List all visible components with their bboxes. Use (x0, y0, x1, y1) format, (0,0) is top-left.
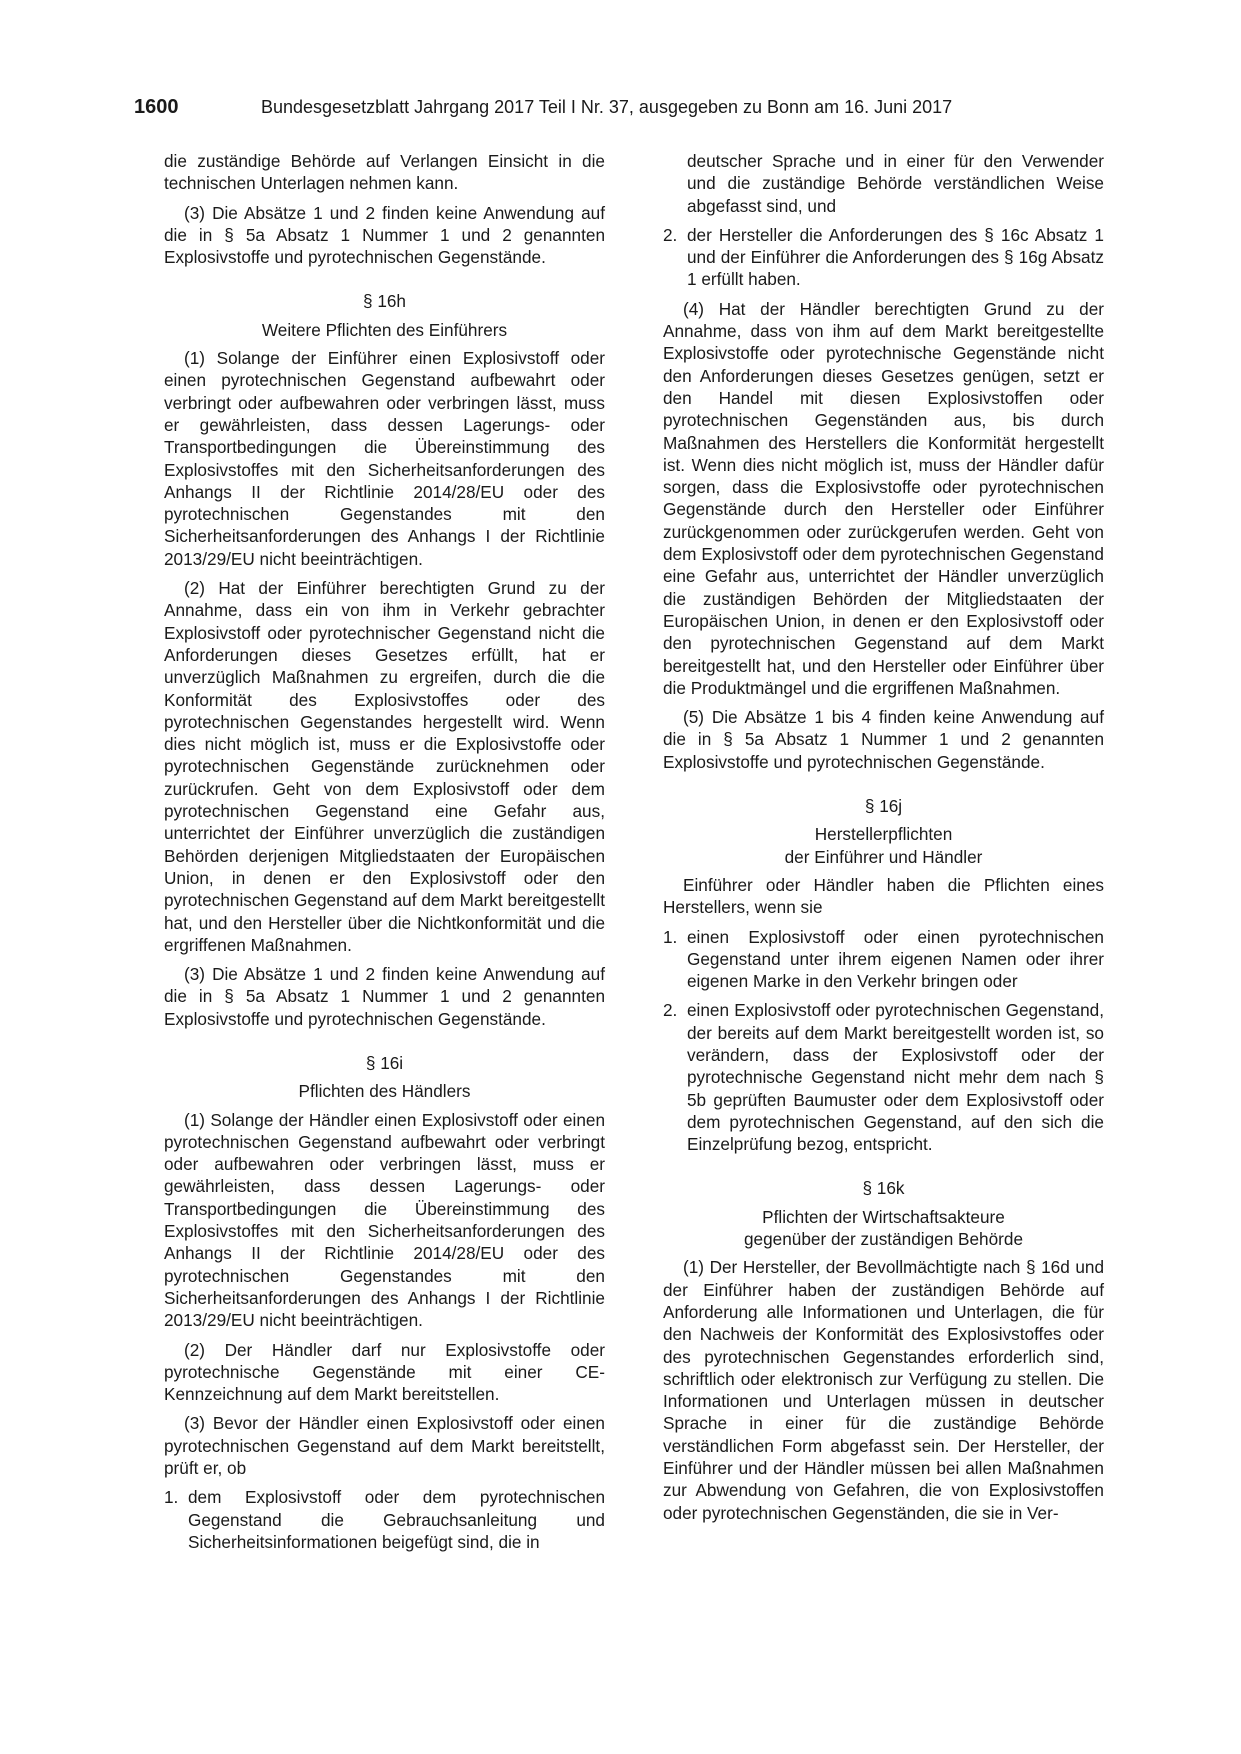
paragraph: (2) Hat der Einführer berechtigten Grund zu der Annahme, dass ein von ihm in Verkehr gebrachter Explosivstoff oder pyrotechnischer Gegenstand nicht die Anforderungen dieses Gesetzes erfüllt, hat er unverzüglich Maßnahmen zu ergreifen, durch die die Konformität des Explosivstoffes oder des pyrotechnischen Gegenstandes hergestellt wird. Wenn dies nicht möglich ist, muss er die Explosivstoffe oder pyrotechnischen Gegenstände zurücknehmen oder zurückrufen. Geht von dem Explosivstoff oder dem pyrotechnischen Gegenstand eine Gefahr aus, unterrichtet der Einführer unverzüglich die zuständigen Behörden derjenigen Mitgliedstaaten der Europäischen Union, in denen er den Explosivstoff oder den pyrotechnischen Gegenstand auf dem Markt bereitgestellt hat, und den Hersteller über die Nichtkonformität und die ergriffenen Maßnahmen. (164, 578, 605, 955)
paragraph: (3) Die Absätze 1 und 2 finden keine Anwendung auf die in § 5a Absatz 1 Nummer 1 und 2 genannten Explosivstoffe und pyrotechnischen Gegenstände. (164, 964, 605, 1029)
section-title-line: Pflichten des Händlers (298, 1081, 471, 1102)
paragraph: (2) Der Händler darf nur Explosivstoffe oder pyrotechnische Gegenstände mit einer CE-Kennzeichnung auf dem Markt bereitstellen. (164, 1339, 605, 1405)
section-title-line: Pflichten der Wirtschaftsakteure (762, 1206, 1005, 1227)
section-title-line: gegenüber der zuständigen Behörde (743, 1229, 1024, 1250)
list-item (663, 926, 1104, 993)
section-number-16i: § 16i (365, 1052, 404, 1073)
paragraph: Einführer oder Händler haben die Pflichten eines Herstellers, wenn sie (663, 874, 1104, 918)
list-item-text: einen Explosivstoff oder einen pyrotechnischen Gegenstand unter ihrem eigenen Namen oder ihrer eigenen Marke in den Verkehr bringen oder (687, 926, 1104, 992)
section-title-16i (164, 1080, 605, 1102)
right-column (663, 150, 1104, 1531)
section-title-line: Weitere Pflichten des Einführers (261, 319, 508, 340)
paragraph: (3) Bevor der Händler einen Explosivstoff oder einen pyrotechnischen Gegenstand auf dem Markt bereitstellt, prüft er, ob (164, 1413, 605, 1479)
running-title: Bundesgesetzblatt Jahrgang 2017 Teil I Nr. 37, ausgegeben zu Bonn am 16. Juni 2017 (261, 97, 953, 117)
page-number: 1600 (134, 96, 179, 118)
list-item-number: 1. (164, 1487, 179, 1508)
list-item (663, 224, 1104, 291)
list-item-text: der Hersteller die Anforderungen des § 16c Absatz 1 und der Einführer die Anforderungen des § 16g Absatz 1 erfüllt haben. (687, 224, 1104, 290)
page-header (134, 96, 1104, 126)
list-item-text: dem Explosivstoff oder dem pyrotechnischen Gegenstand die Gebrauchsanleitung und Sicherheitsinformationen beigefügt sind, die in (188, 1487, 605, 1552)
section-title-16k (663, 1206, 1104, 1251)
paragraph: (5) Die Absätze 1 bis 4 finden keine Anwendung auf die in § 5a Absatz 1 Nummer 1 und 2 genannten Explosivstoffe und pyrotechnischen Gegenstände. (663, 707, 1104, 772)
section-title-16j (663, 823, 1104, 868)
left-column (164, 150, 605, 1560)
section-title-line: der Einführer und Händler (784, 846, 983, 867)
list-item-continuation: deutscher Sprache und in einer für den Verwender und die zuständige Behörde verständlichen Weise abgefasst sind, und (687, 151, 1104, 216)
list-item-text: einen Explosivstoff oder pyrotechnischen Gegenstand, der bereits auf dem Markt bereitgestellt worden ist, so verändern, dass der Explosivstoff oder der pyrotechnische Gegenstand nicht mehr dem nach § 5b geprüften Baumuster oder dem Explosivstoff oder dem pyrotechnischen Gegenstand, auf den sich die Einzelprüfung bezog, entspricht. (687, 1000, 1104, 1155)
paragraph: (1) Solange der Händler einen Explosivstoff oder einen pyrotechnischen Gegenstand aufbewahrt oder verbringt oder aufbewahren oder verbringen lässt, muss er gewährleisten, dass dessen Lagerungs- oder Transportbedingungen die Übereinstimmung des Explosivstoffes mit den Sicherheitsanforderungen des Anhangs II der Richtlinie 2014/28/EU oder des pyrotechnischen Gegenstandes mit den Sicherheitsanforderungen des Anhangs I der Richtlinie 2013/29/EU nicht beeinträchtigen. (164, 1109, 605, 1331)
section-title-line: Herstellerpflichten (814, 824, 953, 845)
list-item (663, 999, 1104, 1155)
section-title-16h (164, 319, 605, 341)
paragraph: (4) Hat der Händler berechtigten Grund zu der Annahme, dass von ihm auf dem Markt bereitgestellte Explosivstoffe oder pyrotechnische Gegenstände nicht den Anforderungen dieses Gesetzes genügen, setzt er den Handel mit diesen Explosivstoffen oder pyrotechnischen Gegenständen aus, bis durch Maßnahmen des Herstellers die Konformität hergestellt ist. Wenn dies nicht möglich ist, muss der Händler dafür sorgen, dass die Explosivstoffe oder pyrotechnischen Gegenstände durch den Hersteller oder Einführer zurückgenommen oder zurückgerufen werden. Geht von dem Explosivstoff oder dem pyrotechnischen Gegenstand eine Gefahr aus, unterrichtet der Händler unverzüglich die zuständigen Behörden der Mitgliedstaaten der Europäischen Union, in denen er den Explosivstoff oder den pyrotechnischen Gegenstand auf dem Markt bereitgestellt hat, und den Hersteller oder Einführer über die Produktmängel und die ergriffenen Maßnahmen. (663, 298, 1104, 698)
list-item-number: 2. (663, 1000, 678, 1021)
paragraph-continuation: die zuständige Behörde auf Verlangen Einsicht in die technischen Unterlagen nehmen kann. (164, 151, 605, 194)
section-number-16j: § 16j (864, 796, 903, 817)
paragraph: (3) Die Absätze 1 und 2 finden keine Anwendung auf die in § 5a Absatz 1 Nummer 1 und 2 genannten Explosivstoffe und pyrotechnischen Gegenstände. (164, 202, 605, 268)
section-number-16k: § 16k (862, 1178, 905, 1199)
paragraph: (1) Solange der Einführer einen Explosivstoff oder einen pyrotechnischen Gegenstand aufbewahrt oder verbringt oder aufbewahren oder verbringen lässt, muss er gewährleisten, dass dessen Lagerungs- oder Transportbedingungen die Übereinstimmung des Explosivstoffes mit den Sicherheitsanforderungen des Anhangs II der Richtlinie 2014/28/EU oder des pyrotechnischen Gegenstandes mit den Sicherheitsanforderungen des Anhangs I der Richtlinie 2013/29/EU nicht beeinträchtigen. (164, 348, 605, 569)
paragraph: (1) Der Hersteller, der Bevollmächtigte nach § 16d und der Einführer haben der zuständigen Behörde auf Anforderung alle Informationen und Unterlagen, die für den Nachweis der Konformität des Explosivstoffes oder des pyrotechnischen Gegenstandes erforderlich sind, schriftlich oder elektronisch zur Verfügung zu stellen. Die Informationen und Unterlagen müssen in deutscher Sprache in einer für die zuständige Behörde verständlichen Form abgefasst sein. Der Hersteller, der Einführer und der Händler müssen bei allen Maßnahmen zur Abwendung von Gefahren, die von Explosivstoffen oder pyrotechnischen Gegenständen, die sie in Ver- (663, 1257, 1104, 1523)
list-item-number: 2. (663, 224, 678, 245)
section-number-16h: § 16h (362, 291, 406, 312)
list-item-number: 1. (663, 926, 678, 947)
list-item (164, 1486, 605, 1553)
